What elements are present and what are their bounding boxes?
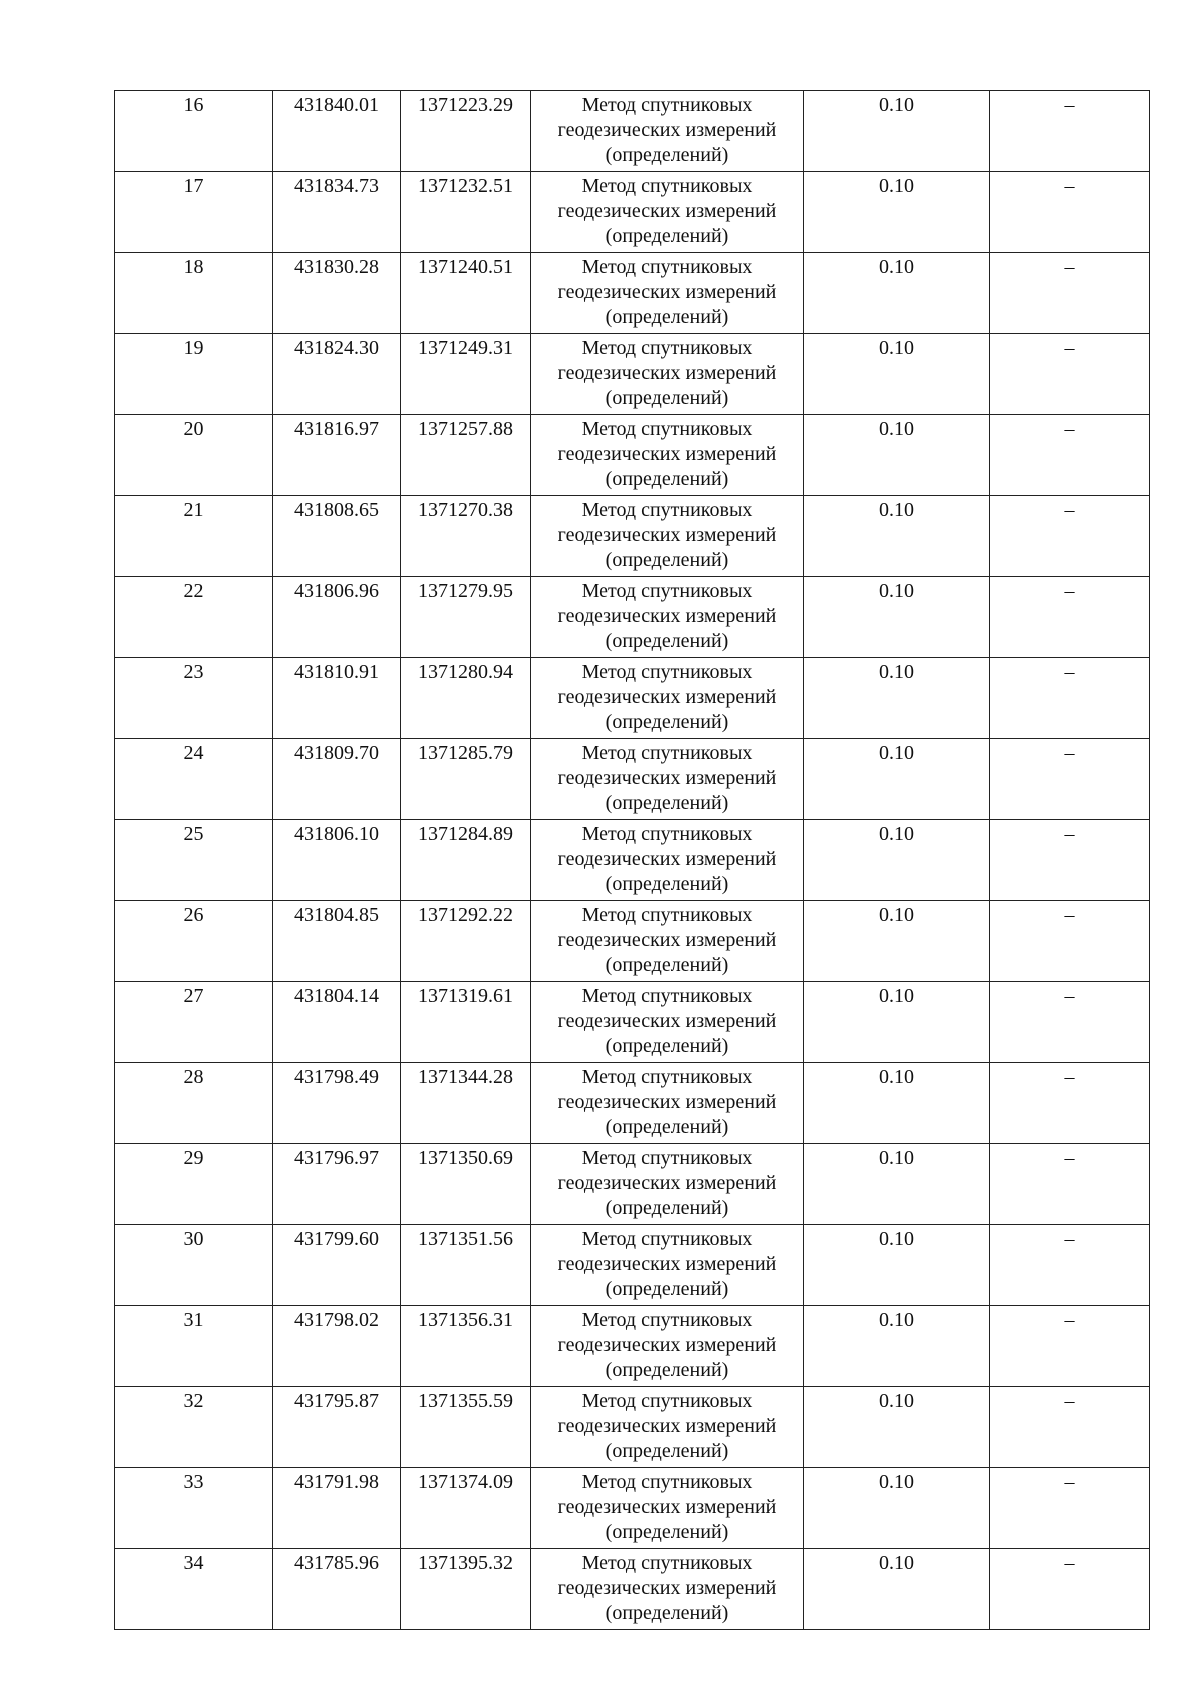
note-cell: – bbox=[990, 253, 1150, 334]
point-number-cell: 30 bbox=[115, 1225, 273, 1306]
point-number-cell: 22 bbox=[115, 577, 273, 658]
method-cell: Метод спутниковых геодезических измерений (определений) bbox=[531, 496, 804, 577]
point-number-cell: 25 bbox=[115, 820, 273, 901]
y-coordinate-cell: 1371292.22 bbox=[401, 901, 531, 982]
x-coordinate-cell: 431798.02 bbox=[273, 1306, 401, 1387]
note-cell: – bbox=[990, 1144, 1150, 1225]
table-row bbox=[115, 1144, 1150, 1225]
x-coordinate-cell: 431840.01 bbox=[273, 91, 401, 172]
y-coordinate-cell: 1371356.31 bbox=[401, 1306, 531, 1387]
x-coordinate-cell: 431785.96 bbox=[273, 1549, 401, 1630]
accuracy-cell: 0.10 bbox=[804, 1144, 990, 1225]
accuracy-cell: 0.10 bbox=[804, 1225, 990, 1306]
accuracy-cell: 0.10 bbox=[804, 172, 990, 253]
table-row bbox=[115, 1063, 1150, 1144]
x-coordinate-cell: 431796.97 bbox=[273, 1144, 401, 1225]
point-number-cell: 31 bbox=[115, 1306, 273, 1387]
table-row bbox=[115, 739, 1150, 820]
x-coordinate-cell: 431795.87 bbox=[273, 1387, 401, 1468]
table-row bbox=[115, 1468, 1150, 1549]
note-cell: – bbox=[990, 658, 1150, 739]
note-cell: – bbox=[990, 172, 1150, 253]
method-cell: Метод спутниковых геодезических измерений (определений) bbox=[531, 1063, 804, 1144]
point-number-cell: 27 bbox=[115, 982, 273, 1063]
y-coordinate-cell: 1371279.95 bbox=[401, 577, 531, 658]
x-coordinate-cell: 431804.85 bbox=[273, 901, 401, 982]
method-cell: Метод спутниковых геодезических измерений (определений) bbox=[531, 415, 804, 496]
accuracy-cell: 0.10 bbox=[804, 982, 990, 1063]
method-cell: Метод спутниковых геодезических измерений (определений) bbox=[531, 1468, 804, 1549]
table-row bbox=[115, 1306, 1150, 1387]
accuracy-cell: 0.10 bbox=[804, 1468, 990, 1549]
accuracy-cell: 0.10 bbox=[804, 739, 990, 820]
y-coordinate-cell: 1371280.94 bbox=[401, 658, 531, 739]
accuracy-cell: 0.10 bbox=[804, 1063, 990, 1144]
method-cell: Метод спутниковых геодезических измерений (определений) bbox=[531, 91, 804, 172]
accuracy-cell: 0.10 bbox=[804, 820, 990, 901]
y-coordinate-cell: 1371374.09 bbox=[401, 1468, 531, 1549]
accuracy-cell: 0.10 bbox=[804, 1387, 990, 1468]
table-row bbox=[115, 1387, 1150, 1468]
note-cell: – bbox=[990, 415, 1150, 496]
accuracy-cell: 0.10 bbox=[804, 1306, 990, 1387]
x-coordinate-cell: 431791.98 bbox=[273, 1468, 401, 1549]
method-cell: Метод спутниковых геодезических измерений (определений) bbox=[531, 739, 804, 820]
note-cell: – bbox=[990, 982, 1150, 1063]
y-coordinate-cell: 1371395.32 bbox=[401, 1549, 531, 1630]
point-number-cell: 34 bbox=[115, 1549, 273, 1630]
table-row bbox=[115, 253, 1150, 334]
y-coordinate-cell: 1371344.28 bbox=[401, 1063, 531, 1144]
x-coordinate-cell: 431810.91 bbox=[273, 658, 401, 739]
table-row bbox=[115, 982, 1150, 1063]
point-number-cell: 18 bbox=[115, 253, 273, 334]
y-coordinate-cell: 1371350.69 bbox=[401, 1144, 531, 1225]
y-coordinate-cell: 1371249.31 bbox=[401, 334, 531, 415]
x-coordinate-cell: 431809.70 bbox=[273, 739, 401, 820]
coordinates-table bbox=[114, 90, 1150, 1630]
note-cell: – bbox=[990, 1225, 1150, 1306]
y-coordinate-cell: 1371232.51 bbox=[401, 172, 531, 253]
method-cell: Метод спутниковых геодезических измерений (определений) bbox=[531, 901, 804, 982]
accuracy-cell: 0.10 bbox=[804, 253, 990, 334]
note-cell: – bbox=[990, 1549, 1150, 1630]
accuracy-cell: 0.10 bbox=[804, 1549, 990, 1630]
point-number-cell: 21 bbox=[115, 496, 273, 577]
note-cell: – bbox=[990, 1306, 1150, 1387]
accuracy-cell: 0.10 bbox=[804, 415, 990, 496]
accuracy-cell: 0.10 bbox=[804, 91, 990, 172]
accuracy-cell: 0.10 bbox=[804, 901, 990, 982]
table-row bbox=[115, 172, 1150, 253]
method-cell: Метод спутниковых геодезических измерений (определений) bbox=[531, 1387, 804, 1468]
point-number-cell: 16 bbox=[115, 91, 273, 172]
y-coordinate-cell: 1371351.56 bbox=[401, 1225, 531, 1306]
method-cell: Метод спутниковых геодезических измерений (определений) bbox=[531, 1225, 804, 1306]
note-cell: – bbox=[990, 1468, 1150, 1549]
table-row bbox=[115, 91, 1150, 172]
point-number-cell: 17 bbox=[115, 172, 273, 253]
method-cell: Метод спутниковых геодезических измерений (определений) bbox=[531, 577, 804, 658]
y-coordinate-cell: 1371284.89 bbox=[401, 820, 531, 901]
y-coordinate-cell: 1371319.61 bbox=[401, 982, 531, 1063]
table-row bbox=[115, 1225, 1150, 1306]
method-cell: Метод спутниковых геодезических измерений (определений) bbox=[531, 658, 804, 739]
point-number-cell: 20 bbox=[115, 415, 273, 496]
y-coordinate-cell: 1371270.38 bbox=[401, 496, 531, 577]
y-coordinate-cell: 1371240.51 bbox=[401, 253, 531, 334]
x-coordinate-cell: 431816.97 bbox=[273, 415, 401, 496]
y-coordinate-cell: 1371285.79 bbox=[401, 739, 531, 820]
table-row bbox=[115, 1549, 1150, 1630]
note-cell: – bbox=[990, 496, 1150, 577]
x-coordinate-cell: 431830.28 bbox=[273, 253, 401, 334]
table-body bbox=[115, 91, 1150, 1630]
table-row bbox=[115, 496, 1150, 577]
accuracy-cell: 0.10 bbox=[804, 577, 990, 658]
point-number-cell: 28 bbox=[115, 1063, 273, 1144]
point-number-cell: 32 bbox=[115, 1387, 273, 1468]
point-number-cell: 24 bbox=[115, 739, 273, 820]
note-cell: – bbox=[990, 739, 1150, 820]
method-cell: Метод спутниковых геодезических измерений (определений) bbox=[531, 820, 804, 901]
method-cell: Метод спутниковых геодезических измерений (определений) bbox=[531, 253, 804, 334]
point-number-cell: 23 bbox=[115, 658, 273, 739]
x-coordinate-cell: 431808.65 bbox=[273, 496, 401, 577]
point-number-cell: 29 bbox=[115, 1144, 273, 1225]
point-number-cell: 26 bbox=[115, 901, 273, 982]
note-cell: – bbox=[990, 1063, 1150, 1144]
note-cell: – bbox=[990, 901, 1150, 982]
x-coordinate-cell: 431798.49 bbox=[273, 1063, 401, 1144]
table-row bbox=[115, 820, 1150, 901]
x-coordinate-cell: 431834.73 bbox=[273, 172, 401, 253]
accuracy-cell: 0.10 bbox=[804, 334, 990, 415]
table-row bbox=[115, 334, 1150, 415]
x-coordinate-cell: 431799.60 bbox=[273, 1225, 401, 1306]
note-cell: – bbox=[990, 1387, 1150, 1468]
note-cell: – bbox=[990, 577, 1150, 658]
table-row bbox=[115, 577, 1150, 658]
table-row bbox=[115, 415, 1150, 496]
accuracy-cell: 0.10 bbox=[804, 658, 990, 739]
x-coordinate-cell: 431806.10 bbox=[273, 820, 401, 901]
method-cell: Метод спутниковых геодезических измерений (определений) bbox=[531, 334, 804, 415]
method-cell: Метод спутниковых геодезических измерений (определений) bbox=[531, 172, 804, 253]
x-coordinate-cell: 431824.30 bbox=[273, 334, 401, 415]
method-cell: Метод спутниковых геодезических измерений (определений) bbox=[531, 1306, 804, 1387]
table-row bbox=[115, 901, 1150, 982]
method-cell: Метод спутниковых геодезических измерений (определений) bbox=[531, 982, 804, 1063]
y-coordinate-cell: 1371355.59 bbox=[401, 1387, 531, 1468]
point-number-cell: 19 bbox=[115, 334, 273, 415]
note-cell: – bbox=[990, 91, 1150, 172]
y-coordinate-cell: 1371257.88 bbox=[401, 415, 531, 496]
y-coordinate-cell: 1371223.29 bbox=[401, 91, 531, 172]
x-coordinate-cell: 431806.96 bbox=[273, 577, 401, 658]
note-cell: – bbox=[990, 334, 1150, 415]
accuracy-cell: 0.10 bbox=[804, 496, 990, 577]
note-cell: – bbox=[990, 820, 1150, 901]
method-cell: Метод спутниковых геодезических измерений (определений) bbox=[531, 1144, 804, 1225]
x-coordinate-cell: 431804.14 bbox=[273, 982, 401, 1063]
table-row bbox=[115, 658, 1150, 739]
point-number-cell: 33 bbox=[115, 1468, 273, 1549]
method-cell: Метод спутниковых геодезических измерений (определений) bbox=[531, 1549, 804, 1630]
